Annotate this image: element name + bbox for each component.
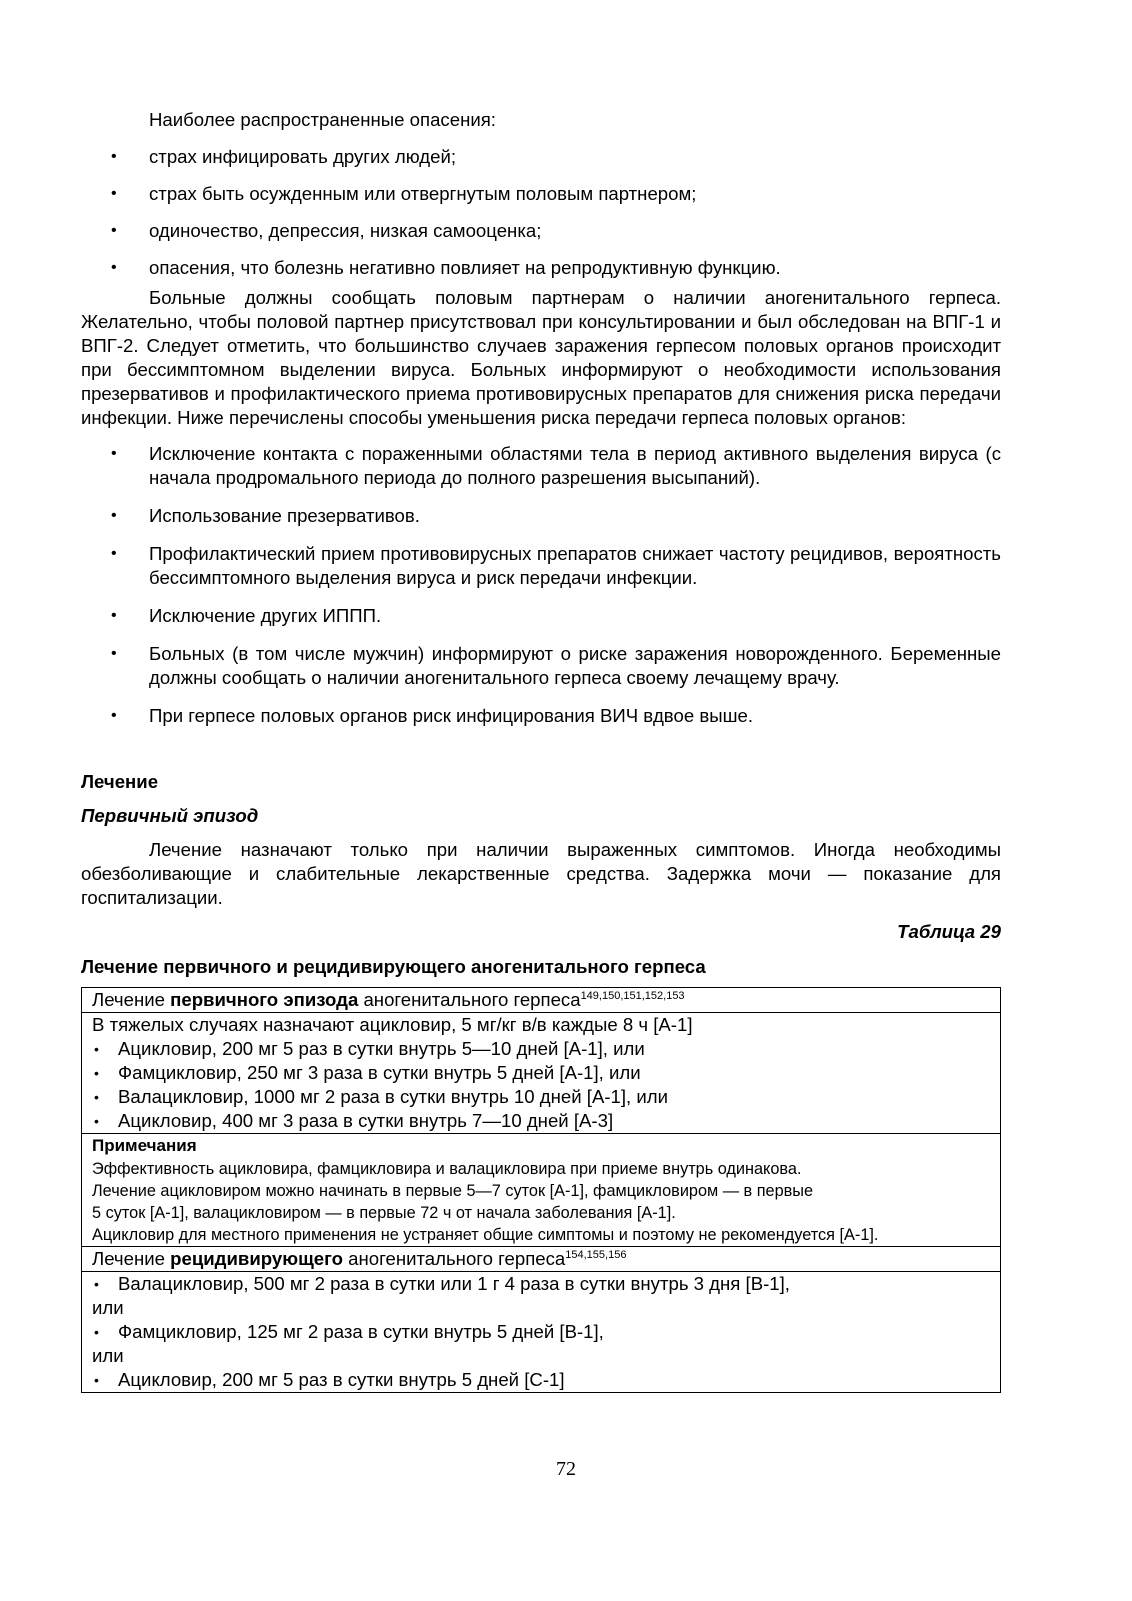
or-line: или bbox=[92, 1345, 124, 1366]
header-refs: 149,150,151,152,153 bbox=[580, 989, 685, 1002]
bullet-icon: • bbox=[94, 1324, 99, 1340]
regimen-item bbox=[92, 1109, 990, 1133]
regimen-item bbox=[92, 1061, 990, 1085]
treatment-table bbox=[81, 987, 1001, 1393]
regimen-text: Валацикловир, 500 мг 2 раза в сутки или 1 г 4 раза в сутки внутрь 3 дня [B-1], bbox=[118, 1273, 790, 1294]
regimen-item bbox=[92, 1085, 990, 1109]
note-line: 5 суток [A-1], валацикловиром — в первые 72 ч от начала заболевания [A-1]. bbox=[92, 1204, 676, 1222]
bullet-icon: • bbox=[94, 1041, 99, 1057]
subsection-heading: Первичный эпизод bbox=[81, 805, 259, 826]
regimen-text: Ацикловир, 200 мг 5 раз в сутки внутрь 5—10 дней [A-1], или bbox=[118, 1038, 645, 1059]
list-item bbox=[81, 256, 1001, 280]
note-line: Лечение ацикловиром можно начинать в первые 5—7 суток [A-1], фамцикловиром — в первые bbox=[92, 1182, 814, 1200]
header-refs: 154,155,156 bbox=[565, 1248, 627, 1261]
regimen-text: Ацикловир, 400 мг 3 раза в сутки внутрь 7—10 дней [A-3] bbox=[118, 1110, 614, 1131]
primary-header-cell bbox=[82, 988, 1001, 1013]
bullet-icon: • bbox=[111, 222, 117, 239]
list-item bbox=[81, 219, 1001, 243]
risk-reduction-list bbox=[81, 442, 1001, 728]
header-prefix: Лечение bbox=[92, 989, 171, 1010]
note-line: Эффективность ацикловира, фамцикловира и валацикловира при приеме внутрь одинакова. bbox=[92, 1160, 802, 1178]
header-bold: рецидивирующего bbox=[170, 1248, 343, 1269]
table-row bbox=[82, 1272, 1001, 1393]
list-item bbox=[81, 542, 1001, 590]
header-suffix: аногенитального герпеса bbox=[358, 989, 581, 1010]
bullet-icon: • bbox=[94, 1065, 99, 1081]
severe-case-line: В тяжелых случаях назначают ацикловир, 5 мг/кг в/в каждые 8 ч [A-1] bbox=[92, 1014, 693, 1035]
table-row bbox=[82, 1247, 1001, 1272]
list-item-text: Исключение контакта с пораженными областями тела в период активного выделения вируса (с начала продромального периода до полного разрешения высыпаний). bbox=[149, 443, 1001, 488]
bullet-icon: • bbox=[111, 148, 117, 165]
regimen-text: Ацикловир, 200 мг 5 раз в сутки внутрь 5 дней [C-1] bbox=[118, 1369, 565, 1390]
list-item-text: Исключение других ИППП. bbox=[149, 605, 382, 626]
bullet-icon: • bbox=[94, 1276, 99, 1292]
treatment-paragraph: Лечение назначают только при наличии выраженных симптомов. Иногда необходимы обезболивающие и слабительные лекарственные средства. Задержка мочи — показание для госпитализации. bbox=[81, 839, 1001, 908]
notes-cell bbox=[82, 1134, 1001, 1247]
bullet-icon: • bbox=[111, 707, 117, 724]
regimen-item bbox=[92, 1320, 990, 1344]
list-item bbox=[81, 442, 1001, 490]
regimen-text: Валацикловир, 1000 мг 2 раза в сутки внутрь 10 дней [A-1], или bbox=[118, 1086, 668, 1107]
bullet-icon: • bbox=[94, 1089, 99, 1105]
list-item-text: Использование презервативов. bbox=[149, 505, 420, 526]
table-row bbox=[82, 1013, 1001, 1134]
fears-list bbox=[81, 145, 1001, 280]
partners-paragraph: Больные должны сообщать половым партнерам о наличии аногенитального герпеса. Желательно, чтобы половой партнер присутствовал при консультировании и был обследован на ВПГ-1 и ВПГ-2. Следует отметить, что большинство случаев заражения герпесом половых органов происходит при бессимптомном выделении вируса. Больных информируют о необходимости использования презервативов и профилактического приема противовирусных препаратов для снижения риска передачи инфекции. Ниже перечислены способы уменьшения риска передачи герпеса половых органов: bbox=[81, 287, 1001, 428]
list-item-text: опасения, что болезнь негативно повлияет на репродуктивную функцию. bbox=[149, 257, 781, 278]
fears-intro: Наиболее распространенные опасения: bbox=[149, 109, 496, 130]
list-item-text: Профилактический прием противовирусных препаратов снижает частоту рецидивов, вероятность бессимптомного выделения вируса и риск передачи инфекции. bbox=[149, 543, 1001, 588]
header-prefix: Лечение bbox=[92, 1248, 171, 1269]
table-row bbox=[82, 1134, 1001, 1247]
list-item bbox=[81, 642, 1001, 690]
bullet-icon: • bbox=[111, 545, 117, 562]
bullet-icon: • bbox=[111, 445, 117, 462]
recurrent-header-cell bbox=[82, 1247, 1001, 1272]
bullet-icon: • bbox=[94, 1372, 99, 1388]
list-item-text: страх инфицировать других людей; bbox=[149, 146, 457, 167]
header-bold: первичного эпизода bbox=[170, 989, 359, 1010]
list-item bbox=[81, 704, 1001, 728]
bullet-icon: • bbox=[111, 259, 117, 276]
regimen-text: Фамцикловир, 125 мг 2 раза в сутки внутрь 5 дней [B-1], bbox=[118, 1321, 604, 1342]
table-row bbox=[82, 988, 1001, 1013]
list-item bbox=[81, 504, 1001, 528]
recurrent-regimens-cell bbox=[82, 1272, 1001, 1393]
list-item-text: Больных (в том числе мужчин) информируют о риске заражения новорожденного. Беременные должны сообщать о наличии аногенитального герпеса своему лечащему врачу. bbox=[149, 643, 1001, 688]
page-number: 72 bbox=[556, 1458, 576, 1480]
list-item-text: одиночество, депрессия, низкая самооценка; bbox=[149, 220, 542, 241]
table-title: Лечение первичного и рецидивирующего аногенитального герпеса bbox=[81, 956, 706, 977]
regimen-item bbox=[92, 1037, 990, 1061]
list-item-text: При герпесе половых органов риск инфицирования ВИЧ вдвое выше. bbox=[149, 705, 753, 726]
section-heading: Лечение bbox=[81, 771, 159, 792]
bullet-icon: • bbox=[111, 185, 117, 202]
table-label: Таблица 29 bbox=[897, 921, 1001, 942]
bullet-icon: • bbox=[111, 645, 117, 662]
notes-title: Примечания bbox=[92, 1136, 197, 1155]
list-item bbox=[81, 604, 1001, 628]
bullet-icon: • bbox=[111, 607, 117, 624]
primary-regimens-cell bbox=[82, 1013, 1001, 1134]
note-line: Ацикловир для местного применения не устраняет общие симптомы и поэтому не рекомендуется [A-1]. bbox=[92, 1226, 879, 1244]
page-content bbox=[81, 108, 1001, 1393]
regimen-text: Фамцикловир, 250 мг 3 раза в сутки внутрь 5 дней [A-1], или bbox=[118, 1062, 641, 1083]
regimen-item bbox=[92, 1368, 990, 1392]
list-item-text: страх быть осужденным или отвергнутым половым партнером; bbox=[149, 183, 697, 204]
or-line: или bbox=[92, 1297, 124, 1318]
header-suffix: аногенитального герпеса bbox=[343, 1248, 566, 1269]
regimen-item bbox=[92, 1272, 990, 1296]
list-item bbox=[81, 145, 1001, 169]
list-item bbox=[81, 182, 1001, 206]
bullet-icon: • bbox=[94, 1113, 99, 1129]
bullet-icon: • bbox=[111, 507, 117, 524]
